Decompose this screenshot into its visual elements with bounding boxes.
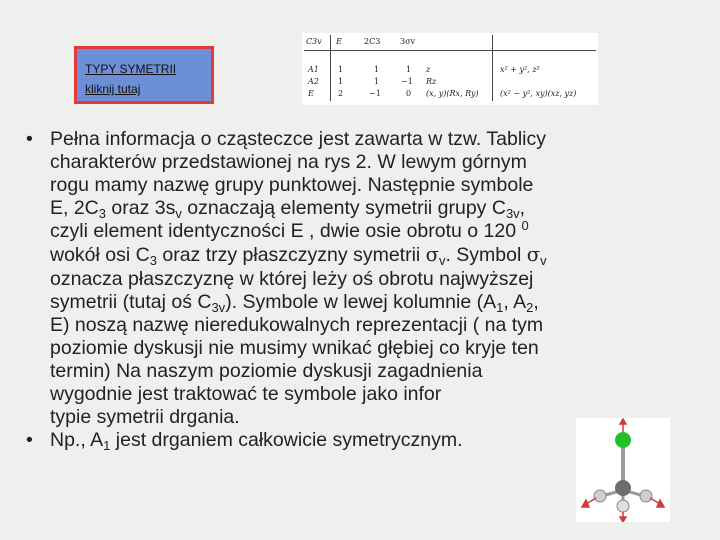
carbon-atom bbox=[615, 480, 631, 496]
bullet-point: • Pełna informacja o cząsteczce jest zawarta w tzw. Tablicy charakterów przedstawionej na rys 2. W lewym górnym rogu mamy nazwę grupy punktowej. Następnie symbole E, $2C_3$ oraz $3s_v$ oznaczają elementy symetrii grupy $C_{3v}$, czyli element identyczności E , dwie osie obrotu o 120 $^0$ wokół osi $C_3$ oraz trzy płaszczyzny symetrii $\sigma_v$. Symbol $\sigma_v$ oznacza płaszczyznę w której leży oś obrotu najwyższej symetrii (tutaj oś $C_{3v}$). Symbole w lewej kolumnie ($A_1$, $A_2$, E) noszą nazwę nieredukowalnych reprezentacji ( na tym poziomie dyskusji nie musimy wnikać głębiej co kryje ten termin) Na naszym poziomie dyskusji zagadnienia wygodnie jest traktować te symbole jako infor typie symetrii drgania. bbox=[26, 128, 547, 429]
slide-body bbox=[22, 128, 672, 452]
table-row: A1 1 1 1 z x² + y², z² bbox=[308, 65, 540, 74]
symmetry-types-link-box[interactable] bbox=[74, 46, 214, 104]
table-header-row bbox=[302, 37, 598, 47]
table-row: A2 1 1 −1 Rz bbox=[308, 77, 437, 86]
group-name: C3v bbox=[306, 37, 322, 46]
link-title[interactable]: TYPY SYMETRII bbox=[85, 62, 177, 76]
header-3sv: 3σv bbox=[400, 37, 416, 46]
hydrogen-atom bbox=[640, 490, 652, 502]
hydrogen-atom bbox=[594, 490, 606, 502]
chlorine-atom bbox=[615, 432, 631, 448]
link-click-here[interactable]: kliknij tutaj bbox=[85, 82, 141, 96]
bullet-dot-icon: • bbox=[26, 128, 33, 150]
table-row: E 2 −1 0 (x, y)(Rx, Ry) (x² − y², xy)(xz, yz) bbox=[308, 89, 577, 98]
molecule-image bbox=[576, 418, 670, 522]
header-E: E bbox=[336, 37, 342, 46]
character-table bbox=[302, 33, 598, 105]
hydrogen-atom bbox=[617, 500, 629, 512]
bullet-point: • Np., $A_1$ jest drganiem całkowicie symetrycznym. bbox=[26, 429, 463, 454]
header-2C3: 2C3 bbox=[364, 37, 381, 46]
bullet-dot-icon: • bbox=[26, 429, 33, 452]
